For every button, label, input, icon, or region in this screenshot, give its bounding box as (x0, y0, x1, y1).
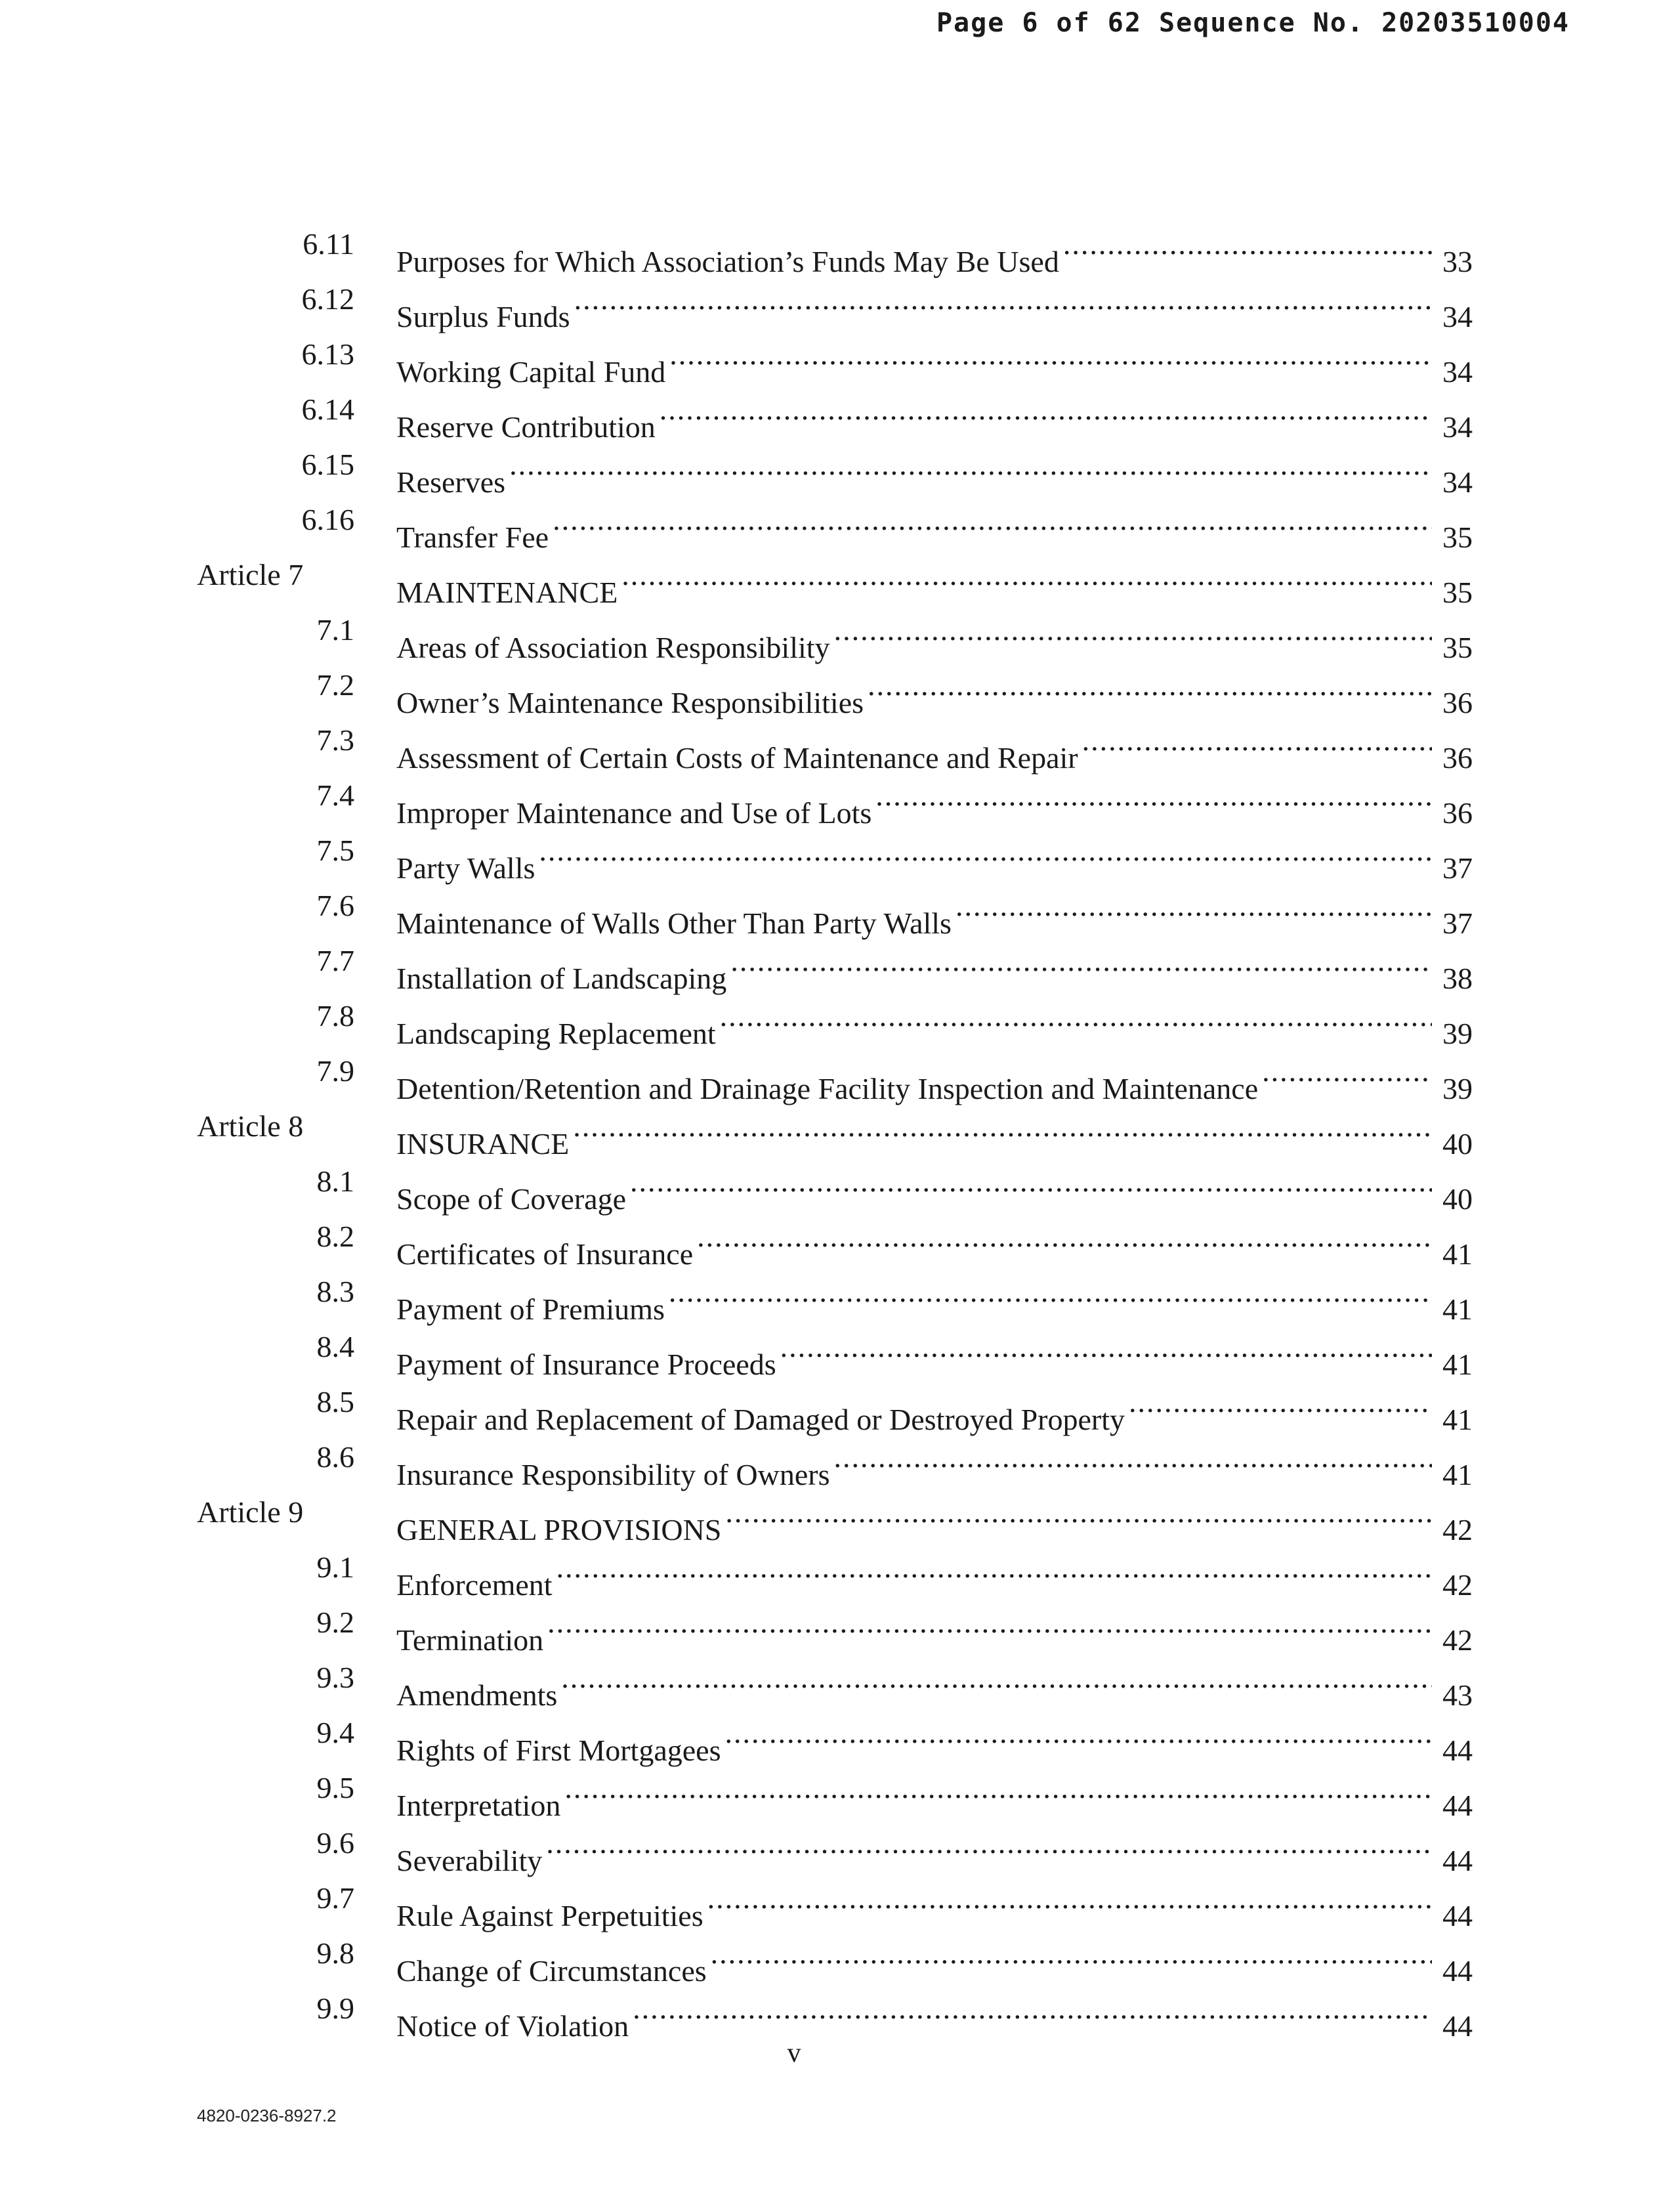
toc-section-row (0, 713, 1680, 775)
toc-section-row (0, 1154, 1680, 1216)
toc-entry-title: Landscaping Replacement (396, 1017, 716, 1050)
toc-page-number: 34 (1442, 300, 1473, 333)
toc-section-row (0, 1375, 1680, 1436)
toc-dot-leader (1129, 1375, 1432, 1430)
document-id: 4820-0236-8927.2 (197, 2106, 337, 2125)
toc-entry-title: Certificates of Insurance (396, 1237, 694, 1271)
toc-section-row (0, 933, 1680, 995)
toc-dot-leader (574, 272, 1432, 327)
toc-page-number: 44 (1442, 1954, 1473, 1988)
toc-dot-leader (509, 437, 1432, 492)
toc-entry-title: Rights of First Mortgagees (396, 1734, 721, 1767)
toc-section-number: 7.1 (316, 613, 354, 647)
toc-section-number: 8.5 (316, 1385, 354, 1418)
toc-entry-title: Transfer Fee (396, 521, 549, 554)
toc-page-number: 36 (1442, 686, 1473, 719)
toc-dot-leader (720, 989, 1432, 1044)
toc-page-number: 38 (1442, 962, 1473, 995)
toc-page-number: 39 (1442, 1072, 1473, 1105)
toc-dot-leader (561, 1650, 1432, 1705)
toc-section-number: 7.3 (316, 723, 354, 757)
toc-entry-title: Payment of Premiums (396, 1292, 665, 1326)
toc-entry-title: Severability (396, 1844, 543, 1877)
toc-section-row (0, 603, 1680, 664)
toc-section-row (0, 1595, 1680, 1657)
table-of-contents (0, 217, 1680, 2041)
toc-page-number: 34 (1442, 410, 1473, 444)
toc-dot-leader (725, 1485, 1432, 1540)
toc-page-number: 34 (1442, 355, 1473, 389)
toc-dot-leader (697, 1209, 1432, 1264)
toc-page-number: 35 (1442, 576, 1473, 609)
toc-page-number: 37 (1442, 851, 1473, 885)
toc-entry-title: Owner’s Maintenance Responsibilities (396, 686, 864, 719)
toc-section-row (0, 989, 1680, 1050)
toc-entry-title: Detention/Retention and Drainage Facility Inspection and Maintenance (396, 1072, 1259, 1105)
toc-dot-leader (834, 1430, 1433, 1485)
toc-article-row (0, 547, 1680, 609)
toc-section-number: 7.9 (316, 1054, 354, 1088)
toc-article-row (0, 1099, 1680, 1161)
toc-section-row (0, 1540, 1680, 1602)
toc-section-number: 7.7 (316, 944, 354, 977)
toc-entry-title: Payment of Insurance Proceeds (396, 1348, 776, 1381)
page-number: v (787, 2038, 801, 2068)
toc-page-number: 42 (1442, 1513, 1473, 1546)
toc-dot-leader (1063, 217, 1432, 272)
toc-section-row (0, 1650, 1680, 1712)
toc-dot-leader (724, 1705, 1432, 1760)
toc-section-number: 9.7 (316, 1881, 354, 1915)
toc-section-number: 8.3 (316, 1275, 354, 1308)
toc-entry-title: Reserves (396, 465, 506, 499)
toc-dot-leader (1082, 713, 1432, 768)
toc-section-number: 8.4 (316, 1330, 354, 1363)
toc-dot-leader (956, 878, 1432, 933)
toc-section-number: 9.1 (316, 1550, 354, 1584)
toc-dot-leader (556, 1540, 1432, 1595)
toc-page-number: 42 (1442, 1623, 1473, 1657)
toc-entry-title: Notice of Violation (396, 2009, 629, 2043)
toc-article-row (0, 1485, 1680, 1546)
toc-section-number: 6.12 (301, 282, 354, 316)
toc-section-row (0, 492, 1680, 554)
toc-page-number: 44 (1442, 1844, 1473, 1877)
toc-section-number: 6.16 (301, 503, 354, 536)
toc-section-number: 7.8 (316, 999, 354, 1033)
toc-section-number: 6.15 (301, 448, 354, 481)
toc-entry-title: Purposes for Which Association’s Funds May Be Used (396, 245, 1059, 278)
toc-section-row (0, 217, 1680, 278)
toc-dot-leader (573, 1099, 1432, 1154)
toc-page-number: 41 (1442, 1403, 1473, 1436)
toc-dot-leader (660, 382, 1432, 437)
toc-entry-title: Enforcement (396, 1568, 553, 1602)
toc-section-row (0, 823, 1680, 885)
toc-dot-leader (730, 933, 1432, 989)
toc-section-row (0, 327, 1680, 389)
toc-entry-title: Maintenance of Walls Other Than Party Walls (396, 906, 952, 940)
toc-section-row (0, 272, 1680, 333)
toc-section-row (0, 1760, 1680, 1822)
toc-entry-title: Scope of Coverage (396, 1182, 626, 1216)
toc-section-row (0, 768, 1680, 830)
toc-dot-leader (633, 1981, 1432, 2036)
toc-entry-title: Improper Maintenance and Use of Lots (396, 796, 872, 830)
toc-page-number: 42 (1442, 1568, 1473, 1602)
toc-entry (396, 1981, 1473, 2054)
toc-page-number: 44 (1442, 1789, 1473, 1822)
toc-page-number: 39 (1442, 1017, 1473, 1050)
toc-section-number: 6.14 (301, 393, 354, 426)
toc-entry-title: Installation of Landscaping (396, 962, 727, 995)
toc-dot-leader (669, 1264, 1432, 1319)
toc-page-number: 41 (1442, 1292, 1473, 1326)
toc-dot-leader (669, 327, 1432, 382)
toc-section-row (0, 437, 1680, 499)
toc-section-number: 7.6 (316, 889, 354, 922)
toc-dot-leader (1262, 1044, 1432, 1099)
toc-page-number: 40 (1442, 1182, 1473, 1216)
toc-dot-leader (547, 1595, 1432, 1650)
toc-section-number: 9.3 (316, 1661, 354, 1694)
toc-article-number: Article 8 (197, 1109, 304, 1143)
toc-dot-leader (868, 658, 1432, 713)
toc-section-number: 8.2 (316, 1220, 354, 1253)
toc-entry-title: MAINTENANCE (396, 576, 618, 609)
toc-dot-leader (539, 823, 1432, 878)
toc-section-number: 9.5 (316, 1771, 354, 1804)
toc-entry-title: Interpretation (396, 1789, 561, 1822)
toc-page-number: 41 (1442, 1348, 1473, 1381)
toc-section-row (0, 1981, 1680, 2043)
toc-dot-leader (630, 1154, 1432, 1209)
toc-entry-title: INSURANCE (396, 1127, 570, 1161)
toc-dot-leader (553, 492, 1432, 547)
toc-section-row (0, 1705, 1680, 1767)
toc-section-row (0, 1209, 1680, 1271)
toc-section-row (0, 1430, 1680, 1491)
toc-section-number: 7.4 (316, 778, 354, 812)
toc-page-number: 40 (1442, 1127, 1473, 1161)
toc-page-number: 43 (1442, 1678, 1473, 1712)
toc-article-number: Article 7 (197, 558, 304, 591)
toc-dot-leader (875, 768, 1432, 823)
toc-page-number: 44 (1442, 2009, 1473, 2043)
toc-page-number: 34 (1442, 465, 1473, 499)
toc-section-number: 9.8 (316, 1936, 354, 1970)
toc-page-number: 33 (1442, 245, 1473, 278)
toc-page-number: 44 (1442, 1734, 1473, 1767)
toc-dot-leader (711, 1926, 1432, 1981)
toc-page-number: 35 (1442, 521, 1473, 554)
toc-page-number: 36 (1442, 741, 1473, 775)
toc-section-number: 8.6 (316, 1440, 354, 1474)
toc-entry-title: Reserve Contribution (396, 410, 656, 444)
toc-entry-title: GENERAL PROVISIONS (396, 1513, 722, 1546)
toc-section-row (0, 1926, 1680, 1988)
page-sequence-stamp: Page 6 of 62 Sequence No. 20203510004 (936, 8, 1570, 38)
toc-section-row (0, 1871, 1680, 1932)
toc-section-row (0, 382, 1680, 444)
toc-section-number: 9.6 (316, 1826, 354, 1860)
toc-entry-title: Repair and Replacement of Damaged or Destroyed Property (396, 1403, 1125, 1436)
toc-page-number: 37 (1442, 906, 1473, 940)
toc-section-row (0, 1044, 1680, 1105)
toc-dot-leader (546, 1816, 1432, 1871)
toc-entry-title: Party Walls (396, 851, 536, 885)
toc-section-number: 7.5 (316, 834, 354, 867)
toc-section-row (0, 878, 1680, 940)
toc-dot-leader (621, 547, 1432, 603)
toc-page-number: 41 (1442, 1458, 1473, 1491)
toc-page-number: 41 (1442, 1237, 1473, 1271)
toc-section-row (0, 1319, 1680, 1381)
toc-entry-title: Termination (396, 1623, 544, 1657)
toc-section-number: 9.4 (316, 1716, 354, 1749)
toc-entry-title: Areas of Association Responsibility (396, 631, 830, 664)
toc-section-number: 6.11 (303, 227, 354, 261)
toc-section-row (0, 1264, 1680, 1326)
toc-section-number: 6.13 (301, 337, 354, 371)
toc-entry-title: Surplus Funds (396, 300, 570, 333)
toc-page-number: 35 (1442, 631, 1473, 664)
toc-section-number: 8.1 (316, 1164, 354, 1198)
toc-page-number: 36 (1442, 796, 1473, 830)
toc-dot-leader (707, 1871, 1432, 1926)
toc-entry-title: Amendments (396, 1678, 558, 1712)
toc-entry-title: Rule Against Perpetuities (396, 1899, 704, 1932)
toc-entry-title: Assessment of Certain Costs of Maintenance and Repair (396, 741, 1078, 775)
toc-section-row (0, 1816, 1680, 1877)
toc-entry-title: Working Capital Fund (396, 355, 666, 389)
toc-entry-title: Change of Circumstances (396, 1954, 707, 1988)
toc-section-row (0, 658, 1680, 719)
toc-section-number: 9.9 (316, 1992, 354, 2025)
toc-dot-leader (780, 1319, 1432, 1375)
toc-entry-title: Insurance Responsibility of Owners (396, 1458, 830, 1491)
toc-article-number: Article 9 (197, 1495, 304, 1529)
toc-dot-leader (564, 1760, 1432, 1816)
toc-page-number: 44 (1442, 1899, 1473, 1932)
toc-section-number: 7.2 (316, 668, 354, 702)
toc-section-number: 9.2 (316, 1606, 354, 1639)
toc-dot-leader (834, 603, 1432, 658)
